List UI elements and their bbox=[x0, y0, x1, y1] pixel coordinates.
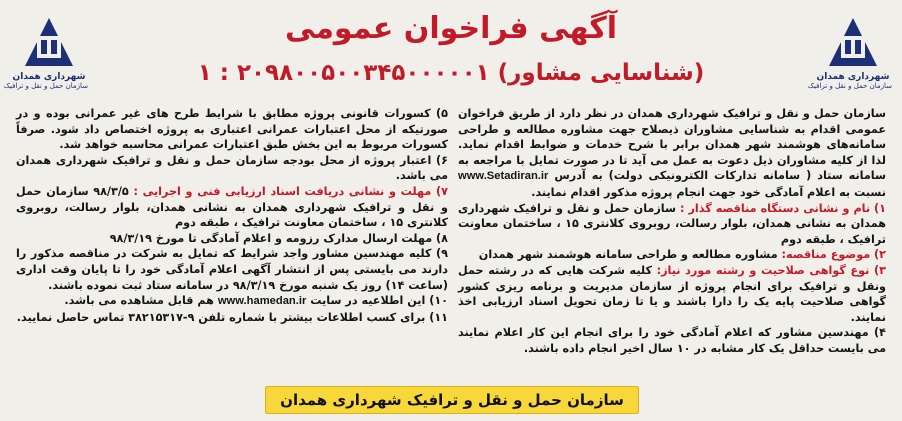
logo-line2: سازمان حمل و نقل و ترافیک bbox=[3, 82, 88, 90]
item-1-heading: ۱) نام و نشانی دستگاه مناقصه گذار : bbox=[680, 201, 887, 215]
item-7 bbox=[16, 184, 448, 231]
logo-line1: شهرداری همدان bbox=[12, 72, 86, 82]
item-10-start: ۱۰) این اطلاعیه در سایت bbox=[310, 294, 448, 308]
footer-banner: سازمان حمل و نقل و ترافیک شهرداری همدان bbox=[265, 386, 639, 414]
item-2-heading: ۲) موضوع مناقصه: bbox=[781, 248, 886, 262]
item-3-heading: ۳) نوع گواهی صلاحیت و رشته مورد نیاز: bbox=[656, 263, 886, 277]
item-9: ۹) کلیه مهندسین مشاور واجد شرایط که تمایل به شرکت در مناقصه مذکور را دارند می بایستی پس از انتشار آگهی اعلام آمادگی خود را تا پایان وقت اداری (ساعت ۱۴) روز یک شنبه مورخ ۹۸/۳/۱۹ در سامانه ستاد ثبت نموده باشند. bbox=[16, 247, 448, 292]
item-6: ۶) اعتبار پروژه از محل بودجه سازمان حمل و نقل و ترافیک شهرداری همدان می باشد. bbox=[16, 153, 448, 183]
setad-website-link[interactable]: www.Setadiran.ir bbox=[458, 170, 549, 183]
item-1 bbox=[458, 201, 886, 248]
item-8: ۸) مهلت ارسال مدارک رزومه و اعلام آمادگی تا مورخ ۹۸/۳/۱۹ bbox=[109, 231, 448, 245]
item-3 bbox=[458, 263, 886, 325]
organization-logo-right bbox=[807, 14, 892, 106]
logo-line1: شهرداری همدان bbox=[816, 72, 890, 82]
right-column bbox=[458, 106, 886, 357]
hamedan-emblem-icon bbox=[21, 14, 77, 70]
notice-subtitle: (شناسایی مشاور) ۲۰۹۸۰۰۵۰۰۳۴۵۰۰۰۰۰۱ : ۱ bbox=[197, 60, 705, 86]
intro-paragraph bbox=[458, 106, 886, 201]
intro-text: سازمان حمل و نقل و ترافیک شهرداری همدان در نظر دارد از طریق فراخوان عمومی اقدام به شناسایی مشاوران ذیصلاح جهت مشاوره مطالعه و طراحی سامانه‌های هوشمند شهر همدان برابر با شرح خدمات و ضوابط اقدام نماید. لذا از کلیه مشاوران ذیل دعوت به عمل می آید تا در صورت تمایل با مراجعه به سامانه ستاد ( سامانه تدارکات الکترونیکی دولت) به آدرس bbox=[458, 107, 886, 183]
item-4: ۴) مهندسین مشاور که اعلام آمادگی خود را برای انجام این کار اعلام نمایند می بایست حداقل یک کار مشابه در ۱۰ سال اخیر انجام داده باشند. bbox=[458, 326, 886, 355]
item-11: ۱۱) برای کسب اطلاعات بیشتر با شماره تلفن ۹-۳۸۲۱۵۳۱۷ تماس حاصل نمایید. bbox=[16, 310, 448, 324]
logo-line2: سازمان حمل و نقل و ترافیک bbox=[807, 82, 892, 90]
intro-end-text: نسبت به اعلام آمادگی خود جهت انجام پروژه مذکور اقدام نمایند. bbox=[531, 185, 886, 199]
hamedan-website-link[interactable]: www.hamedan.ir bbox=[217, 295, 307, 308]
hamedan-emblem-icon bbox=[825, 14, 881, 70]
organization-logo-left bbox=[3, 14, 88, 106]
item-5: ۵) کسورات قانونی پروژه مطابق با شرایط طرح های غیر عمرانی بوده و در صورتیکه از محل اعتبارات عمرانی اعتباری به پروژه اختصاص داد شود. صرفاً کسورات مربوط به این بخش طبق اعتبارات عمرانی محاسبه خواهد شد. bbox=[16, 107, 448, 152]
item-1-text: سازمان حمل و نقل و ترافیک شهرداری همدان به نشانی همدان، بلوار رسالت، روبروی کلانتری ۱۵ ، ساختمان معاونت ترافیک ، طبقه دوم bbox=[458, 201, 886, 246]
left-column bbox=[16, 106, 448, 325]
item-10 bbox=[16, 293, 448, 310]
item-7-text: ۹۸/۳/۵ سازمان حمل و نقل و ترافیک شهرداری همدان به نشانی همدان، بلوار رسالت، روبروی کلانتری ۱۵ ، ساختمان معاونت ترافیک ، طبقه دوم bbox=[16, 184, 448, 230]
item-3-text: کلیه شرکت هایی که در رشته حمل ونقل و ترافیک برای انجام پروژه از سازمان مدیریت و برنامه ریزی کشور گواهی صلاحیت پایه یک را دارا باشند و یا تا زمان تحویل اسناد ارزیابی اخذ نمایند. bbox=[458, 263, 886, 324]
item-10-end: هم قابل مشاهده می باشد. bbox=[64, 294, 214, 308]
item-2 bbox=[458, 247, 886, 263]
item-2-text: مشاوره مطالعه و طراحی سامانه هوشمند شهر همدان bbox=[478, 248, 778, 262]
notice-title: آگهی فراخوان عمومی bbox=[284, 11, 618, 46]
item-7-heading: ۷) مهلت و نشانی دریافت اسناد ارزیابی فنی و اجرایی : bbox=[133, 184, 448, 198]
